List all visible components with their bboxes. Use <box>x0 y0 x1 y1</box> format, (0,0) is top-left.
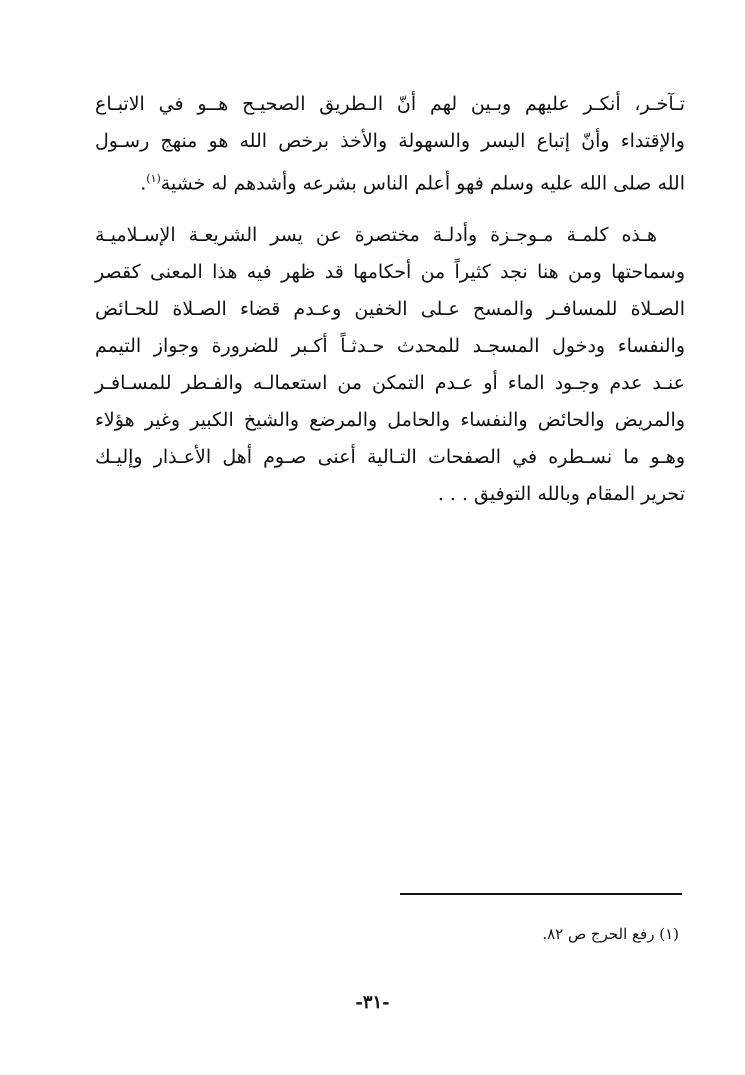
paragraph-line: عنـد عدم وجـود الماء أو عـدم التمكن من استعمالـه والفـطر للمسـافـر <box>95 372 685 394</box>
paragraph-line <box>95 160 685 202</box>
paragraph-line: الصـلاة للمسافـر والمسح عـلى الخفين وعـدم قضاء الصـلاة للحـائض <box>95 298 685 320</box>
paragraph-line-text: الله صلى الله عليه وسلم فهو أعلم الناس بشرعه وأشدهم له خشية <box>160 172 685 195</box>
paragraph-line: والمريض والحائض والنفساء والحامل والمرضع والشيخ الكبير وغير هؤلاء <box>95 409 685 431</box>
paragraph-2 <box>95 217 685 513</box>
sentence-end: . <box>140 172 147 195</box>
paragraph-line: والإقتداء وأنّ إتباع اليسر والسهولة والأخذ برخص الله هو منهج رسـول <box>95 130 685 152</box>
paragraph-line: هـذه كلمـة مـوجـزة وأدلـة مختصرة عن يسر الشريعـة الإسـلاميـة <box>95 224 657 246</box>
paragraph-line: وهـو ما نسـطره في الصفحات التـالية أعنى صـوم أهل الأعـذار وإليـك <box>95 446 685 468</box>
footnote-reference: (١) <box>146 172 161 185</box>
footnote-divider <box>400 893 682 895</box>
paragraph-1 <box>95 86 685 202</box>
footnote <box>542 925 679 943</box>
paragraph-line: والنفساء ودخول المسجـد للمحدث حـدثـاً أكـبر للضرورة وجواز التيمم <box>95 335 685 357</box>
footnote-marker: (١) <box>659 925 679 943</box>
footnote-text: رفع الحرج ص ٨٢. <box>542 925 655 943</box>
paragraph-line: وسماحتها ومن هنا نجد كثيراً من أحكامها قد ظهر فيه هذا المعنى كقصر <box>95 261 685 283</box>
paragraph-line: تحرير المقام وبالله التوفيق . . . <box>437 483 685 505</box>
paragraph-line: تـآخـر، أنكـر عليهم وبـين لهم أنّ الـطريق الصحيـح هــو في الاتبـاع <box>95 93 685 115</box>
page-number: -٣١- <box>355 992 390 1013</box>
